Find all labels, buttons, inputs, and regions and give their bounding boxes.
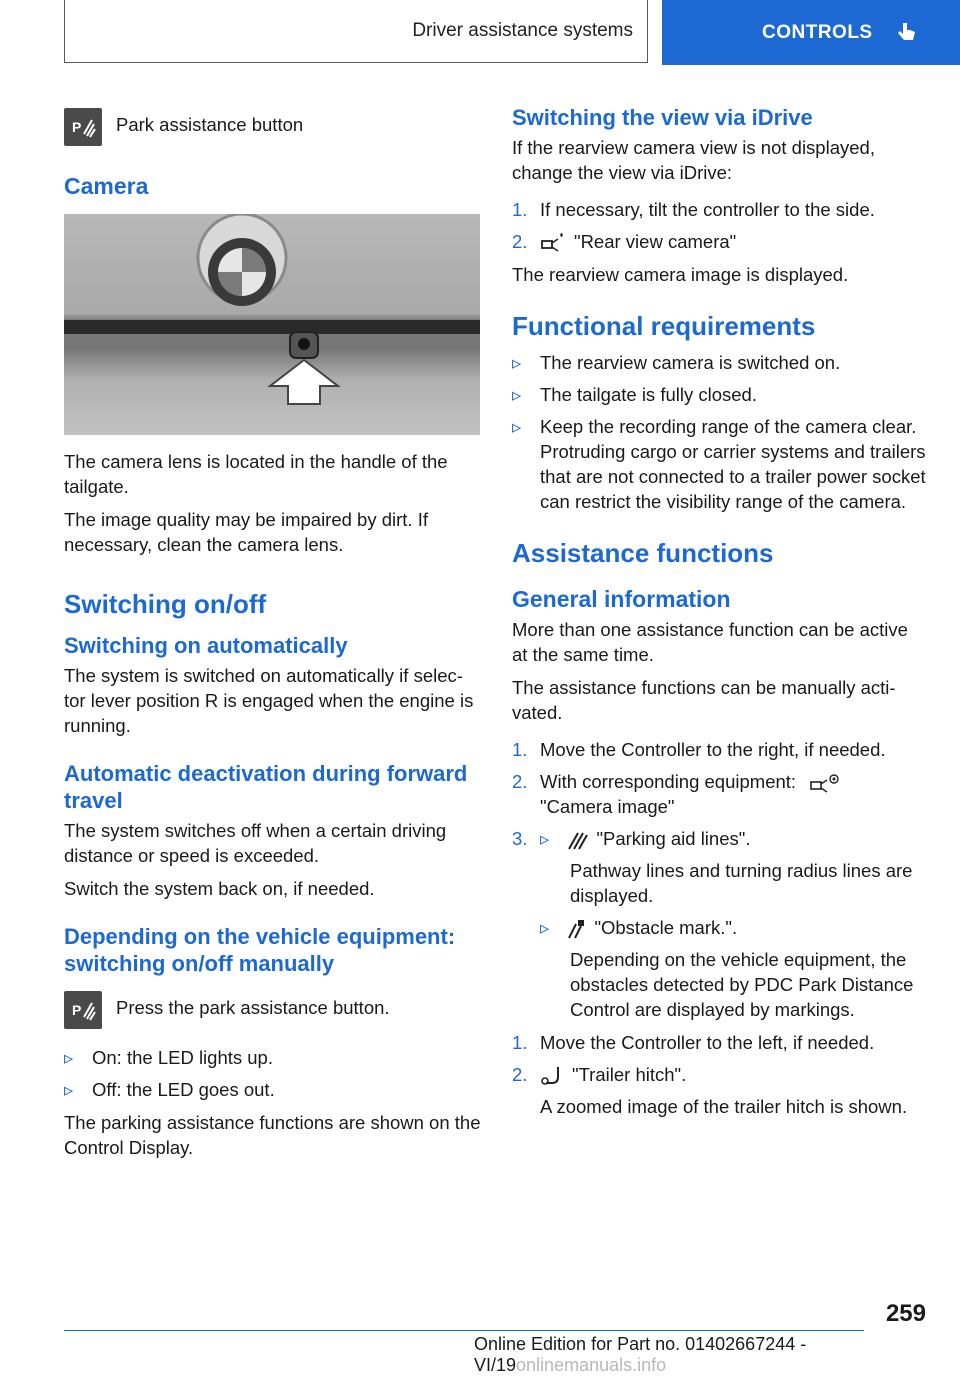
- obstacle-mark-row: ▹ "Obstacle mark.".: [512, 915, 928, 940]
- tailgate-camera-illustration: [64, 214, 480, 435]
- pa-button-caption: Park assistance button: [116, 114, 304, 135]
- triangle-bullet-icon: ▹: [64, 1079, 74, 1100]
- svg-text:P: P: [72, 1002, 82, 1018]
- switching-heading: Switching on/off: [64, 589, 267, 619]
- camera-heading: Camera: [64, 173, 149, 199]
- general-information-heading: General information: [512, 586, 731, 612]
- camera-image-icon: [809, 772, 843, 794]
- auto-off-text: The system switches off when a certain driving distance or speed is exceeded.: [64, 820, 447, 866]
- auto-off-heading: Automatic deactivation during forward travel: [64, 761, 468, 813]
- park-assist-button-icon: [64, 991, 102, 1029]
- switch-back-text: Switch the system back on, if needed.: [64, 878, 375, 899]
- svg-text:P: P: [72, 119, 82, 135]
- triangle-bullet-icon: ▹: [540, 917, 550, 939]
- park-assist-button-icon: [64, 108, 102, 146]
- manual-heading: Depending on the vehicle equipment: switching on/off manually: [64, 924, 456, 976]
- header-section-title: Driver assistance systems: [412, 20, 633, 41]
- assist-steps: [512, 737, 928, 851]
- right-column: [512, 100, 928, 1126]
- parking-aid-lines-icon: [566, 829, 588, 851]
- display-text: The parking assistance functions are shown on the Control Display.: [64, 1112, 481, 1158]
- pa-button-row: [64, 108, 482, 146]
- triangle-bullet-icon: ▹: [540, 828, 550, 850]
- left-column: [64, 100, 482, 1168]
- rear-view-camera-icon: [540, 233, 566, 253]
- general-text: More than one assistance function can be active at the same time.: [512, 619, 908, 665]
- footer-edition: [474, 1334, 960, 1376]
- idrive-steps: [512, 197, 928, 254]
- obstacle-mark-icon: [566, 918, 586, 940]
- idrive-text: If the rearview camera view is not displayed, change the view via iDrive:: [512, 137, 875, 183]
- camera-location-text: The camera lens is located in the handle of the tailgate.: [64, 451, 448, 497]
- header-chapter-title: CONTROLS: [762, 21, 873, 43]
- pointing-hand-icon: [895, 21, 917, 45]
- trailer-hitch-icon: [540, 1065, 564, 1087]
- list-item: 2. "Trailer hitch".: [512, 1062, 928, 1087]
- list-item: 2. "Rear view camera": [512, 231, 737, 252]
- list-item: ▹ Keep the recording range of the camera clear. Protruding cargo or carrier systems and trailers that are not connected to a trailer power socket can restrict the visibility range of the camera.: [512, 416, 926, 512]
- parking-aid-description: Pathway lines and turning radius lines are displayed.: [570, 860, 913, 907]
- idrive-heading: Switching the view via iDrive: [512, 105, 813, 130]
- watermark-text: onlinemanuals.info: [516, 1355, 667, 1375]
- footer-divider: [64, 1330, 864, 1331]
- triangle-bullet-icon: ▹: [64, 1047, 74, 1068]
- trailer-steps: [512, 1030, 928, 1087]
- list-item: ▹ On: the LED lights up.: [64, 1047, 273, 1068]
- idrive-result-text: The rearview camera image is displayed.: [512, 264, 849, 285]
- camera-dirt-text: The image quality may be impaired by dirt. If necessary, clean the camera lens.: [64, 509, 428, 555]
- list-item: 2. With corresponding equipment: "Camera image": [512, 769, 928, 819]
- list-item: 1. Move the Controller to the left, if needed.: [512, 1032, 875, 1054]
- assistance-functions-heading: Assistance functions: [512, 538, 774, 568]
- list-item: 1. If necessary, tilt the controller to the side.: [512, 199, 875, 220]
- triangle-bullet-icon: ▹: [512, 384, 522, 405]
- list-item: ▹ The rearview camera is switched on.: [512, 352, 841, 373]
- auto-on-text: The system is switched on automatically if selec‐tor lever position R is engaged when the engine is running.: [64, 665, 474, 736]
- list-item: ▹ Off: the LED goes out.: [64, 1079, 275, 1100]
- list-item: ▹ The tailgate is fully closed.: [512, 384, 757, 405]
- list-item: 3. ▹ "Parking aid lines".: [512, 826, 928, 851]
- obstacle-mark-description: Depending on the vehicle equipment, the obstacles detected by PDC Park Distance Control are displayed by markings.: [570, 949, 914, 1021]
- triangle-bullet-icon: ▹: [512, 416, 522, 437]
- page-number: 259: [885, 1300, 926, 1327]
- list-item: 1. Move the Controller to the right, if needed.: [512, 739, 886, 760]
- manual-activation-text: The assistance functions can be manually acti‐vated.: [512, 677, 896, 723]
- header-chapter-tab[interactable]: [662, 0, 960, 65]
- manual-button-row: [64, 991, 482, 1029]
- functional-requirements-list: [512, 350, 928, 514]
- header-section-tab: [64, 0, 648, 63]
- edition-text: Online Edition for Part no. 01402667244 - VI/19: [474, 1334, 807, 1375]
- triangle-bullet-icon: ▹: [512, 352, 522, 373]
- functional-requirements-heading: Functional requirements: [512, 311, 816, 341]
- trailer-hitch-description: A zoomed image of the trailer hitch is shown.: [540, 1096, 908, 1118]
- auto-on-heading: Switching on automatically: [64, 633, 348, 658]
- camera-photo: [64, 214, 480, 435]
- manual-text: Press the park assistance button.: [116, 997, 390, 1018]
- led-list: [64, 1045, 482, 1102]
